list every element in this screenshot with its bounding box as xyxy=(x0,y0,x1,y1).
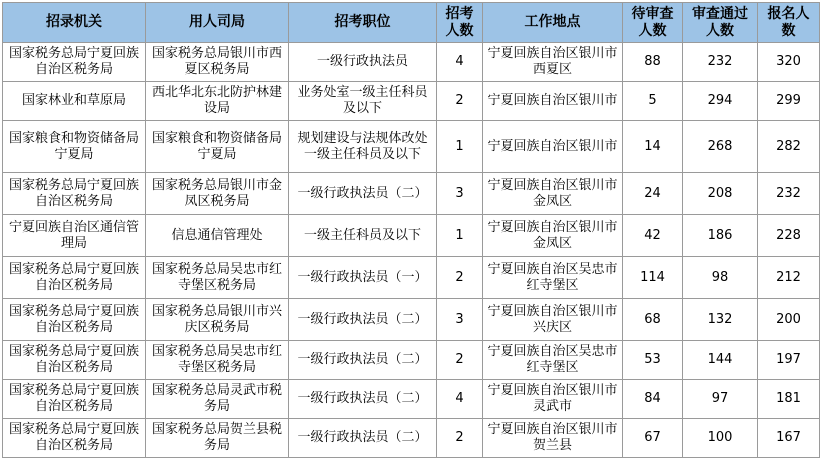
cell-quota: 1 xyxy=(437,121,483,173)
cell-pending: 53 xyxy=(623,341,683,380)
registration-table xyxy=(2,2,820,458)
table-row xyxy=(3,419,820,458)
table-row xyxy=(3,121,820,173)
cell-bureau: 国家税务总局银川市金凤区税务局 xyxy=(146,173,289,215)
cell-pending: 5 xyxy=(623,82,683,121)
cell-approved: 100 xyxy=(683,419,758,458)
cell-agency: 国家税务总局宁夏回族自治区税务局 xyxy=(3,173,146,215)
cell-approved: 186 xyxy=(683,215,758,257)
cell-agency: 国家林业和草原局 xyxy=(3,82,146,121)
cell-bureau: 国家税务总局吴忠市红寺堡区税务局 xyxy=(146,341,289,380)
cell-approved: 144 xyxy=(683,341,758,380)
table-row xyxy=(3,82,820,121)
cell-quota: 2 xyxy=(437,341,483,380)
header-row xyxy=(3,3,820,43)
cell-bureau: 信息通信管理处 xyxy=(146,215,289,257)
cell-quota: 2 xyxy=(437,419,483,458)
cell-total: 228 xyxy=(758,215,820,257)
cell-approved: 232 xyxy=(683,43,758,82)
cell-pending: 114 xyxy=(623,257,683,299)
cell-approved: 268 xyxy=(683,121,758,173)
cell-agency: 国家税务总局宁夏回族自治区税务局 xyxy=(3,257,146,299)
cell-total: 320 xyxy=(758,43,820,82)
cell-total: 197 xyxy=(758,341,820,380)
cell-quota: 4 xyxy=(437,43,483,82)
cell-agency: 国家税务总局宁夏回族自治区税务局 xyxy=(3,380,146,419)
table-row xyxy=(3,257,820,299)
table-row xyxy=(3,215,820,257)
cell-location: 宁夏回族自治区银川市贺兰县 xyxy=(483,419,623,458)
cell-pending: 42 xyxy=(623,215,683,257)
cell-position: 一级行政执法员（二） xyxy=(289,380,437,419)
header-location: 工作地点 xyxy=(483,3,623,43)
cell-total: 299 xyxy=(758,82,820,121)
cell-total: 181 xyxy=(758,380,820,419)
cell-bureau: 国家税务总局银川市西夏区税务局 xyxy=(146,43,289,82)
cell-total: 282 xyxy=(758,121,820,173)
cell-position: 业务处室一级主任科员及以下 xyxy=(289,82,437,121)
cell-location: 宁夏回族自治区银川市兴庆区 xyxy=(483,299,623,341)
cell-position: 一级行政执法员 xyxy=(289,43,437,82)
cell-approved: 294 xyxy=(683,82,758,121)
cell-location: 宁夏回族自治区银川市 xyxy=(483,82,623,121)
cell-location: 宁夏回族自治区吴忠市红寺堡区 xyxy=(483,341,623,380)
cell-bureau: 国家税务总局灵武市税务局 xyxy=(146,380,289,419)
cell-position: 一级行政执法员（二） xyxy=(289,419,437,458)
cell-pending: 67 xyxy=(623,419,683,458)
header-agency: 招录机关 xyxy=(3,3,146,43)
cell-total: 212 xyxy=(758,257,820,299)
cell-total: 200 xyxy=(758,299,820,341)
cell-agency: 国家税务总局宁夏回族自治区税务局 xyxy=(3,419,146,458)
table-row xyxy=(3,341,820,380)
cell-pending: 84 xyxy=(623,380,683,419)
cell-total: 167 xyxy=(758,419,820,458)
cell-location: 宁夏回族自治区银川市金凤区 xyxy=(483,173,623,215)
cell-approved: 97 xyxy=(683,380,758,419)
cell-quota: 3 xyxy=(437,173,483,215)
cell-quota: 2 xyxy=(437,257,483,299)
cell-pending: 24 xyxy=(623,173,683,215)
header-total: 报名人数 xyxy=(758,3,820,43)
header-quota: 招考人数 xyxy=(437,3,483,43)
cell-approved: 98 xyxy=(683,257,758,299)
cell-bureau: 西北华北东北防护林建设局 xyxy=(146,82,289,121)
cell-approved: 208 xyxy=(683,173,758,215)
cell-quota: 3 xyxy=(437,299,483,341)
cell-position: 一级行政执法员（二） xyxy=(289,299,437,341)
cell-position: 一级主任科员及以下 xyxy=(289,215,437,257)
cell-position: 规划建设与法规体改处一级主任科员及以下 xyxy=(289,121,437,173)
cell-agency: 国家税务总局宁夏回族自治区税务局 xyxy=(3,341,146,380)
cell-approved: 132 xyxy=(683,299,758,341)
header-position: 招考职位 xyxy=(289,3,437,43)
cell-position: 一级行政执法员（二） xyxy=(289,173,437,215)
cell-total: 232 xyxy=(758,173,820,215)
cell-quota: 1 xyxy=(437,215,483,257)
cell-bureau: 国家粮食和物资储备局宁夏局 xyxy=(146,121,289,173)
cell-pending: 88 xyxy=(623,43,683,82)
header-approved: 审查通过人数 xyxy=(683,3,758,43)
cell-location: 宁夏回族自治区银川市金凤区 xyxy=(483,215,623,257)
cell-agency: 国家税务总局宁夏回族自治区税务局 xyxy=(3,299,146,341)
cell-agency: 国家粮食和物资储备局宁夏局 xyxy=(3,121,146,173)
cell-quota: 4 xyxy=(437,380,483,419)
cell-bureau: 国家税务总局贺兰县税务局 xyxy=(146,419,289,458)
cell-location: 宁夏回族自治区银川市 xyxy=(483,121,623,173)
cell-agency: 宁夏回族自治区通信管理局 xyxy=(3,215,146,257)
header-bureau: 用人司局 xyxy=(146,3,289,43)
table-row xyxy=(3,43,820,82)
cell-quota: 2 xyxy=(437,82,483,121)
table-row xyxy=(3,173,820,215)
cell-pending: 14 xyxy=(623,121,683,173)
cell-bureau: 国家税务总局银川市兴庆区税务局 xyxy=(146,299,289,341)
cell-location: 宁夏回族自治区银川市西夏区 xyxy=(483,43,623,82)
table-row xyxy=(3,380,820,419)
header-pending: 待审查人数 xyxy=(623,3,683,43)
cell-location: 宁夏回族自治区吴忠市红寺堡区 xyxy=(483,257,623,299)
cell-location: 宁夏回族自治区银川市灵武市 xyxy=(483,380,623,419)
cell-position: 一级行政执法员（一） xyxy=(289,257,437,299)
cell-bureau: 国家税务总局吴忠市红寺堡区税务局 xyxy=(146,257,289,299)
cell-pending: 68 xyxy=(623,299,683,341)
table-row xyxy=(3,299,820,341)
cell-agency: 国家税务总局宁夏回族自治区税务局 xyxy=(3,43,146,82)
cell-position: 一级行政执法员（二） xyxy=(289,341,437,380)
